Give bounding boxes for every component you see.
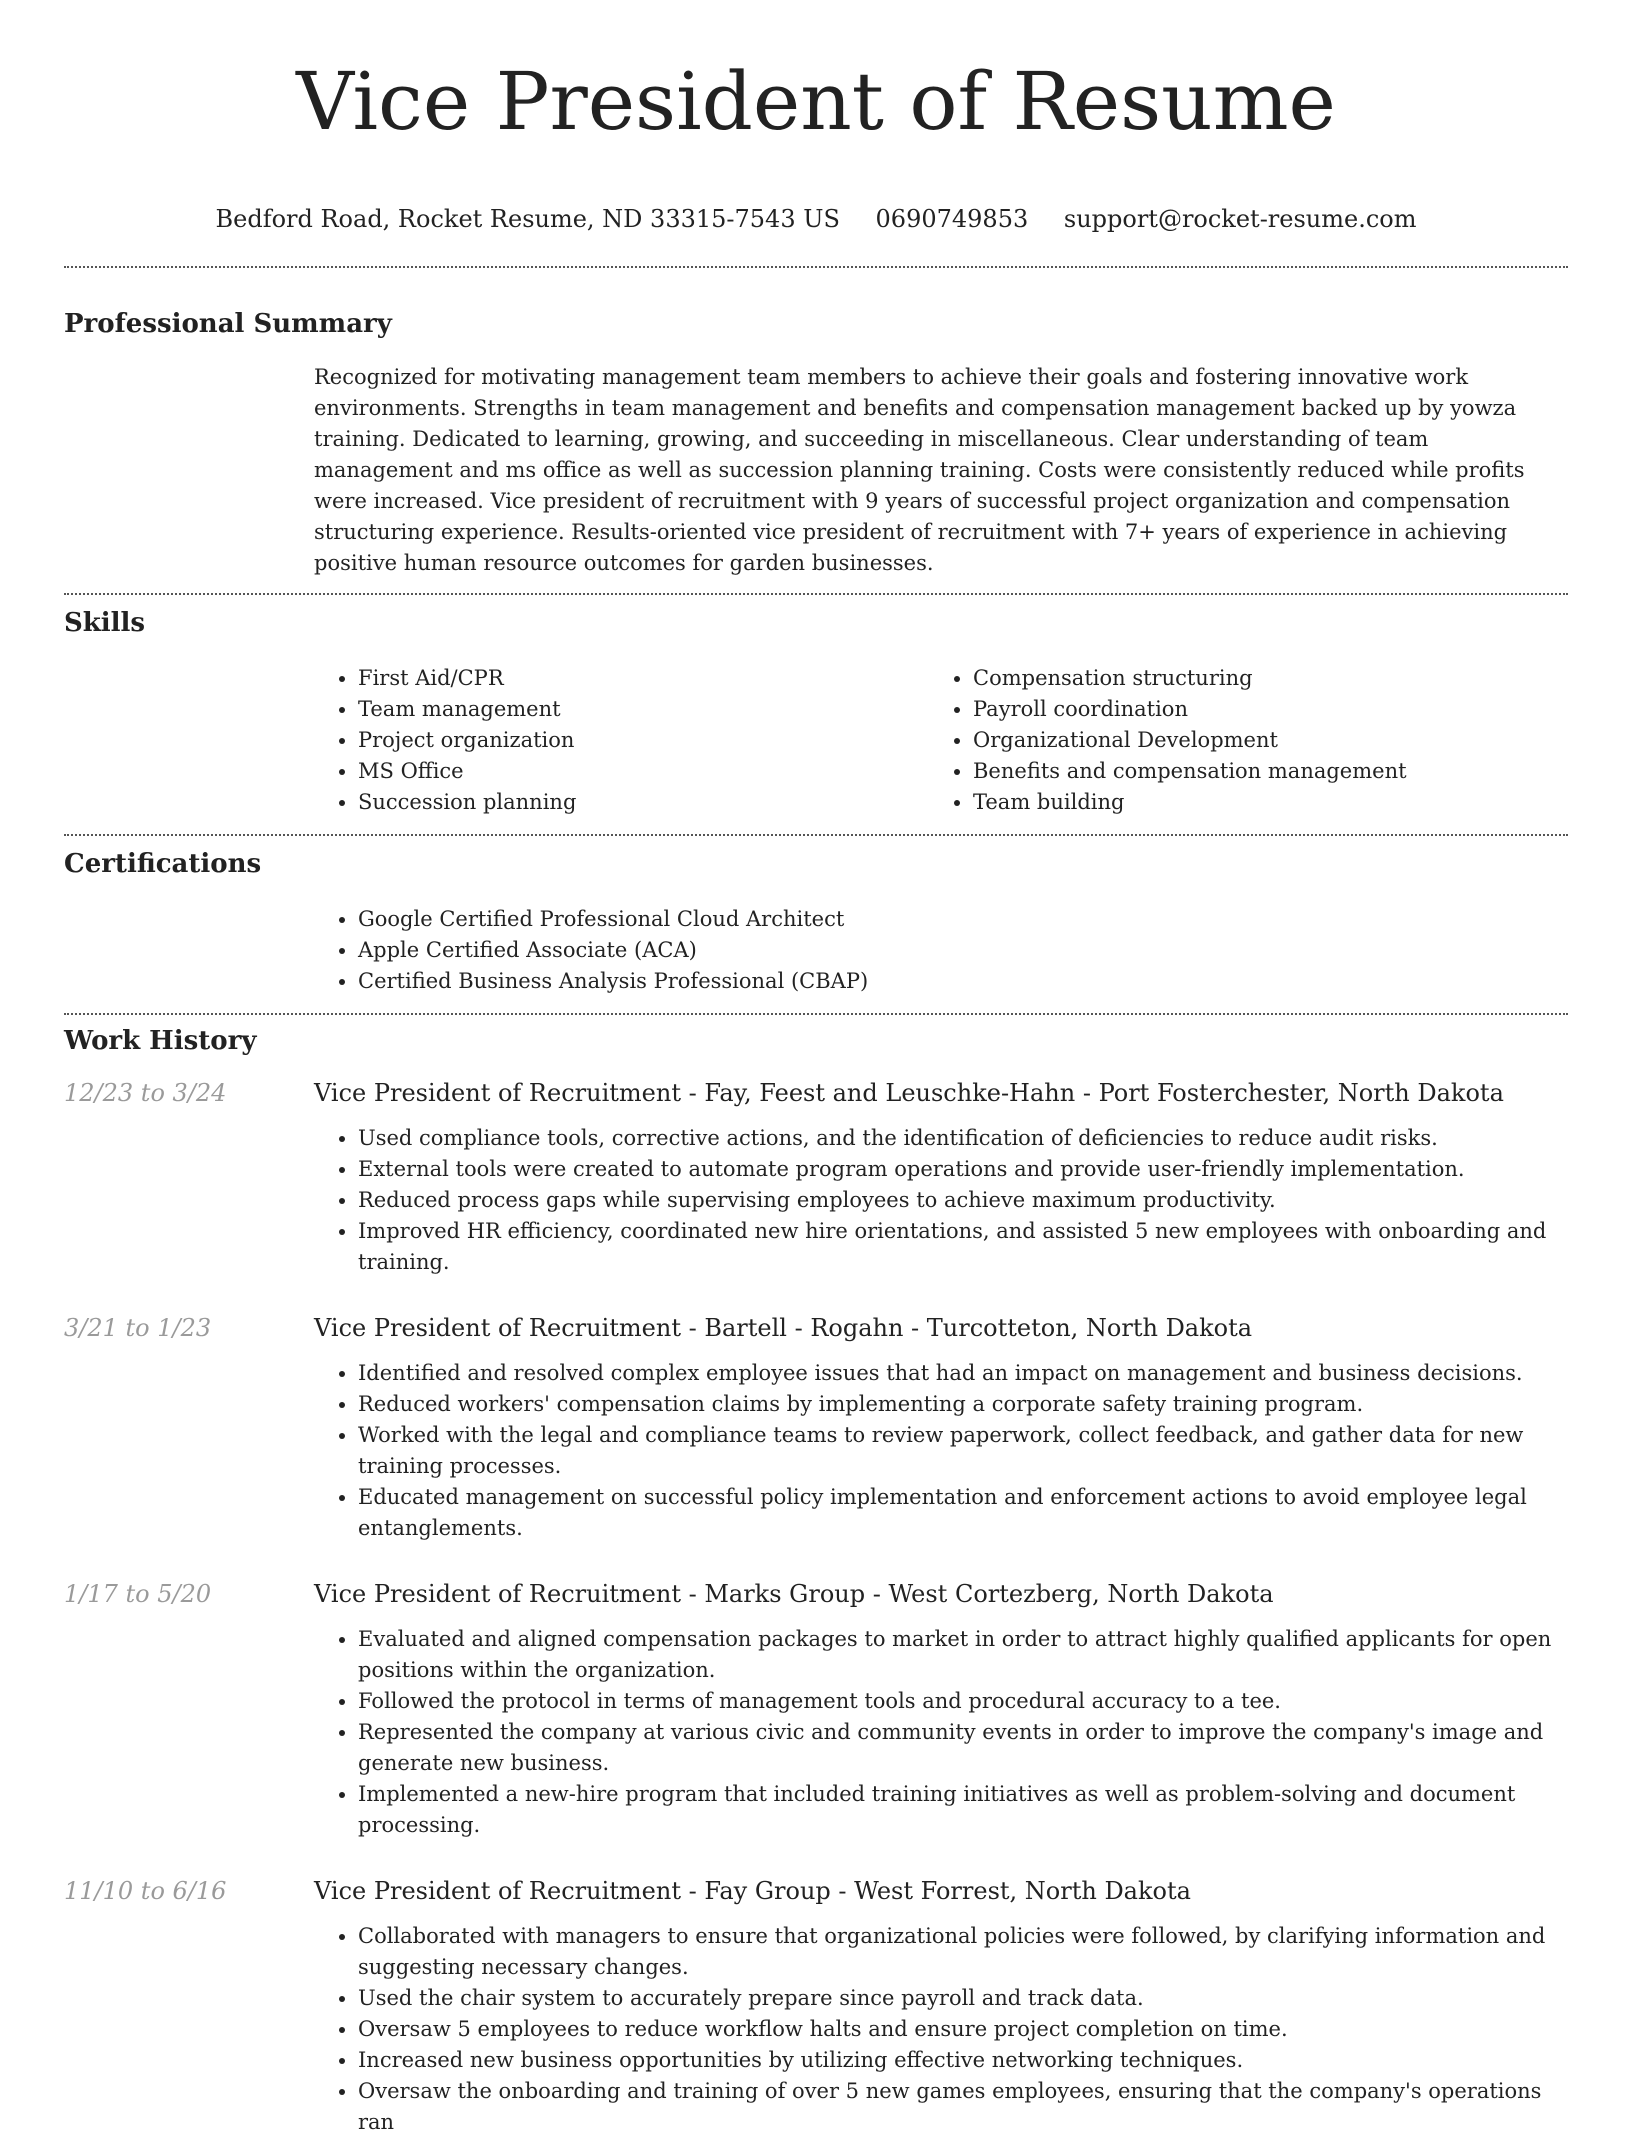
skills-column-left: [314, 663, 929, 818]
skills-columns: [314, 663, 1568, 818]
skill-item: • Succession planning: [358, 787, 929, 818]
job-entry: [64, 1578, 1568, 1841]
job-bullet: • Identified and resolved complex employee issues that had an impact on management and business decisions.: [358, 1358, 1568, 1389]
certifications-body: [314, 904, 1568, 997]
skills-section: [64, 595, 1568, 818]
work-history-heading: Work History: [64, 1025, 257, 1056]
contact-address: Bedford Road, Rocket Resume, ND 33315-7543 US: [215, 204, 840, 233]
job-bullet: • External tools were created to automate program operations and provide user-friendly implementation.: [358, 1154, 1568, 1185]
skills-column-right: [929, 663, 1544, 818]
work-history-section: [64, 1015, 1568, 2138]
certifications-section: [64, 836, 1568, 997]
job-bullet: • Used compliance tools, corrective actions, and the identification of deficiencies to reduce audit risks.: [358, 1123, 1568, 1154]
job-bullet: • Oversaw the onboarding and training of over 5 new games employees, ensuring that the company's operations ran: [358, 2076, 1568, 2138]
job-bullet: • Increased new business opportunities by utilizing effective networking techniques.: [358, 2045, 1568, 2076]
certification-item: • Google Certified Professional Cloud Architect: [358, 904, 1568, 935]
skill-item: • Payroll coordination: [973, 694, 1544, 725]
candidate-name: Vice President of Resume: [296, 55, 1336, 148]
job-bullets: [314, 1358, 1568, 1544]
job-heading: Vice President of Recruitment - Marks Group - West Cortezberg, North Dakota: [314, 1579, 1274, 1608]
summary-heading: Professional Summary: [64, 308, 392, 339]
contact-phone: 0690749853: [875, 204, 1029, 233]
skill-item: • Team management: [358, 694, 929, 725]
job-bullet-list: [314, 1624, 1568, 1841]
job-dates: 12/23 to 3/24: [64, 1078, 227, 1107]
job-entry: [64, 1875, 1568, 2138]
job-bullet: • Improved HR efficiency, coordinated new hire orientations, and assisted 5 new employees with onboarding and training.: [358, 1216, 1568, 1278]
job-bullet: • Reduced process gaps while supervising employees to achieve maximum productivity.: [358, 1185, 1568, 1216]
job-bullet-list: [314, 1921, 1568, 2138]
job-bullet: • Represented the company at various civic and community events in order to improve the company's image and generate new business.: [358, 1717, 1568, 1779]
skill-item: • Team building: [973, 787, 1544, 818]
job-entry: [64, 1077, 1568, 1278]
job-heading: Vice President of Recruitment - Fay, Feest and Leuschke-Hahn - Port Fosterchester, North Dakota: [314, 1078, 1504, 1107]
job-bullet: • Oversaw 5 employees to reduce workflow halts and ensure project completion on time.: [358, 2014, 1568, 2045]
resume-page: [64, 0, 1568, 2138]
job-bullet: • Used the chair system to accurately prepare since payroll and track data.: [358, 1983, 1568, 2014]
job-bullet: • Collaborated with managers to ensure that organizational policies were followed, by clarifying information and suggesting necessary changes.: [358, 1921, 1568, 1983]
summary-section: [64, 268, 1568, 579]
summary-text: Recognized for motivating management team members to achieve their goals and fostering innovative work environments. Strengths in team management and benefits and compensation management backed up by yowza training. Dedicated to learning, growing, and succeeding in miscellaneous. Clear understanding of team management and ms office as well as succession planning training. Costs were consistently reduced while profits were increased. Vice president of recruitment with 9 years of successful project organization and compensation structuring experience. Results-oriented vice president of recruitment with 7+ years of experience in achieving positive human resource outcomes for garden businesses.: [314, 364, 1525, 575]
job-dates: 3/21 to 1/23: [64, 1313, 212, 1342]
certification-item: • Apple Certified Associate (ACA): [358, 935, 1568, 966]
job-bullets: [314, 1123, 1568, 1278]
contact-line: [64, 202, 1568, 236]
job-bullet-list: [314, 1358, 1568, 1544]
contact-email[interactable]: support@rocket-resume.com: [1063, 204, 1417, 233]
certification-item: • Certified Business Analysis Professional (CBAP): [358, 966, 1568, 997]
job-bullet: • Educated management on successful policy implementation and enforcement actions to avoid employee legal entanglements.: [358, 1482, 1568, 1544]
job-bullet: • Worked with the legal and compliance teams to review paperwork, collect feedback, and gather data for new training processes.: [358, 1420, 1568, 1482]
job-dates: 11/10 to 6/16: [64, 1876, 227, 1905]
job-entry: [64, 1312, 1568, 1544]
job-bullets: [314, 1624, 1568, 1841]
skills-list-left: [314, 663, 929, 818]
skill-item: • Compensation structuring: [973, 663, 1544, 694]
job-heading: Vice President of Recruitment - Bartell - Rogahn - Turcotteton, North Dakota: [314, 1313, 1253, 1342]
skills-heading: Skills: [64, 607, 146, 638]
job-dates: 1/17 to 5/20: [64, 1579, 212, 1608]
skill-item: • Project organization: [358, 725, 929, 756]
job-heading: Vice President of Recruitment - Fay Group - West Forrest, North Dakota: [314, 1876, 1191, 1905]
job-bullet: • Implemented a new-hire program that included training initiatives as well as problem-solving and document processing.: [358, 1779, 1568, 1841]
job-bullet: • Evaluated and aligned compensation packages to market in order to attract highly qualified applicants for open positions within the organization.: [358, 1624, 1568, 1686]
certifications-heading: Certifications: [64, 848, 262, 879]
skills-list-right: [929, 663, 1544, 818]
certifications-list: [314, 904, 1568, 997]
job-bullets: [314, 1921, 1568, 2138]
job-bullet: • Followed the protocol in terms of management tools and procedural accuracy to a tee.: [358, 1686, 1568, 1717]
job-bullet: • Reduced workers' compensation claims by implementing a corporate safety training program.: [358, 1389, 1568, 1420]
skill-item: • First Aid/CPR: [358, 663, 929, 694]
skill-item: • MS Office: [358, 756, 929, 787]
job-bullet-list: [314, 1123, 1568, 1278]
skill-item: • Organizational Development: [973, 725, 1544, 756]
skill-item: • Benefits and compensation management: [973, 756, 1544, 787]
